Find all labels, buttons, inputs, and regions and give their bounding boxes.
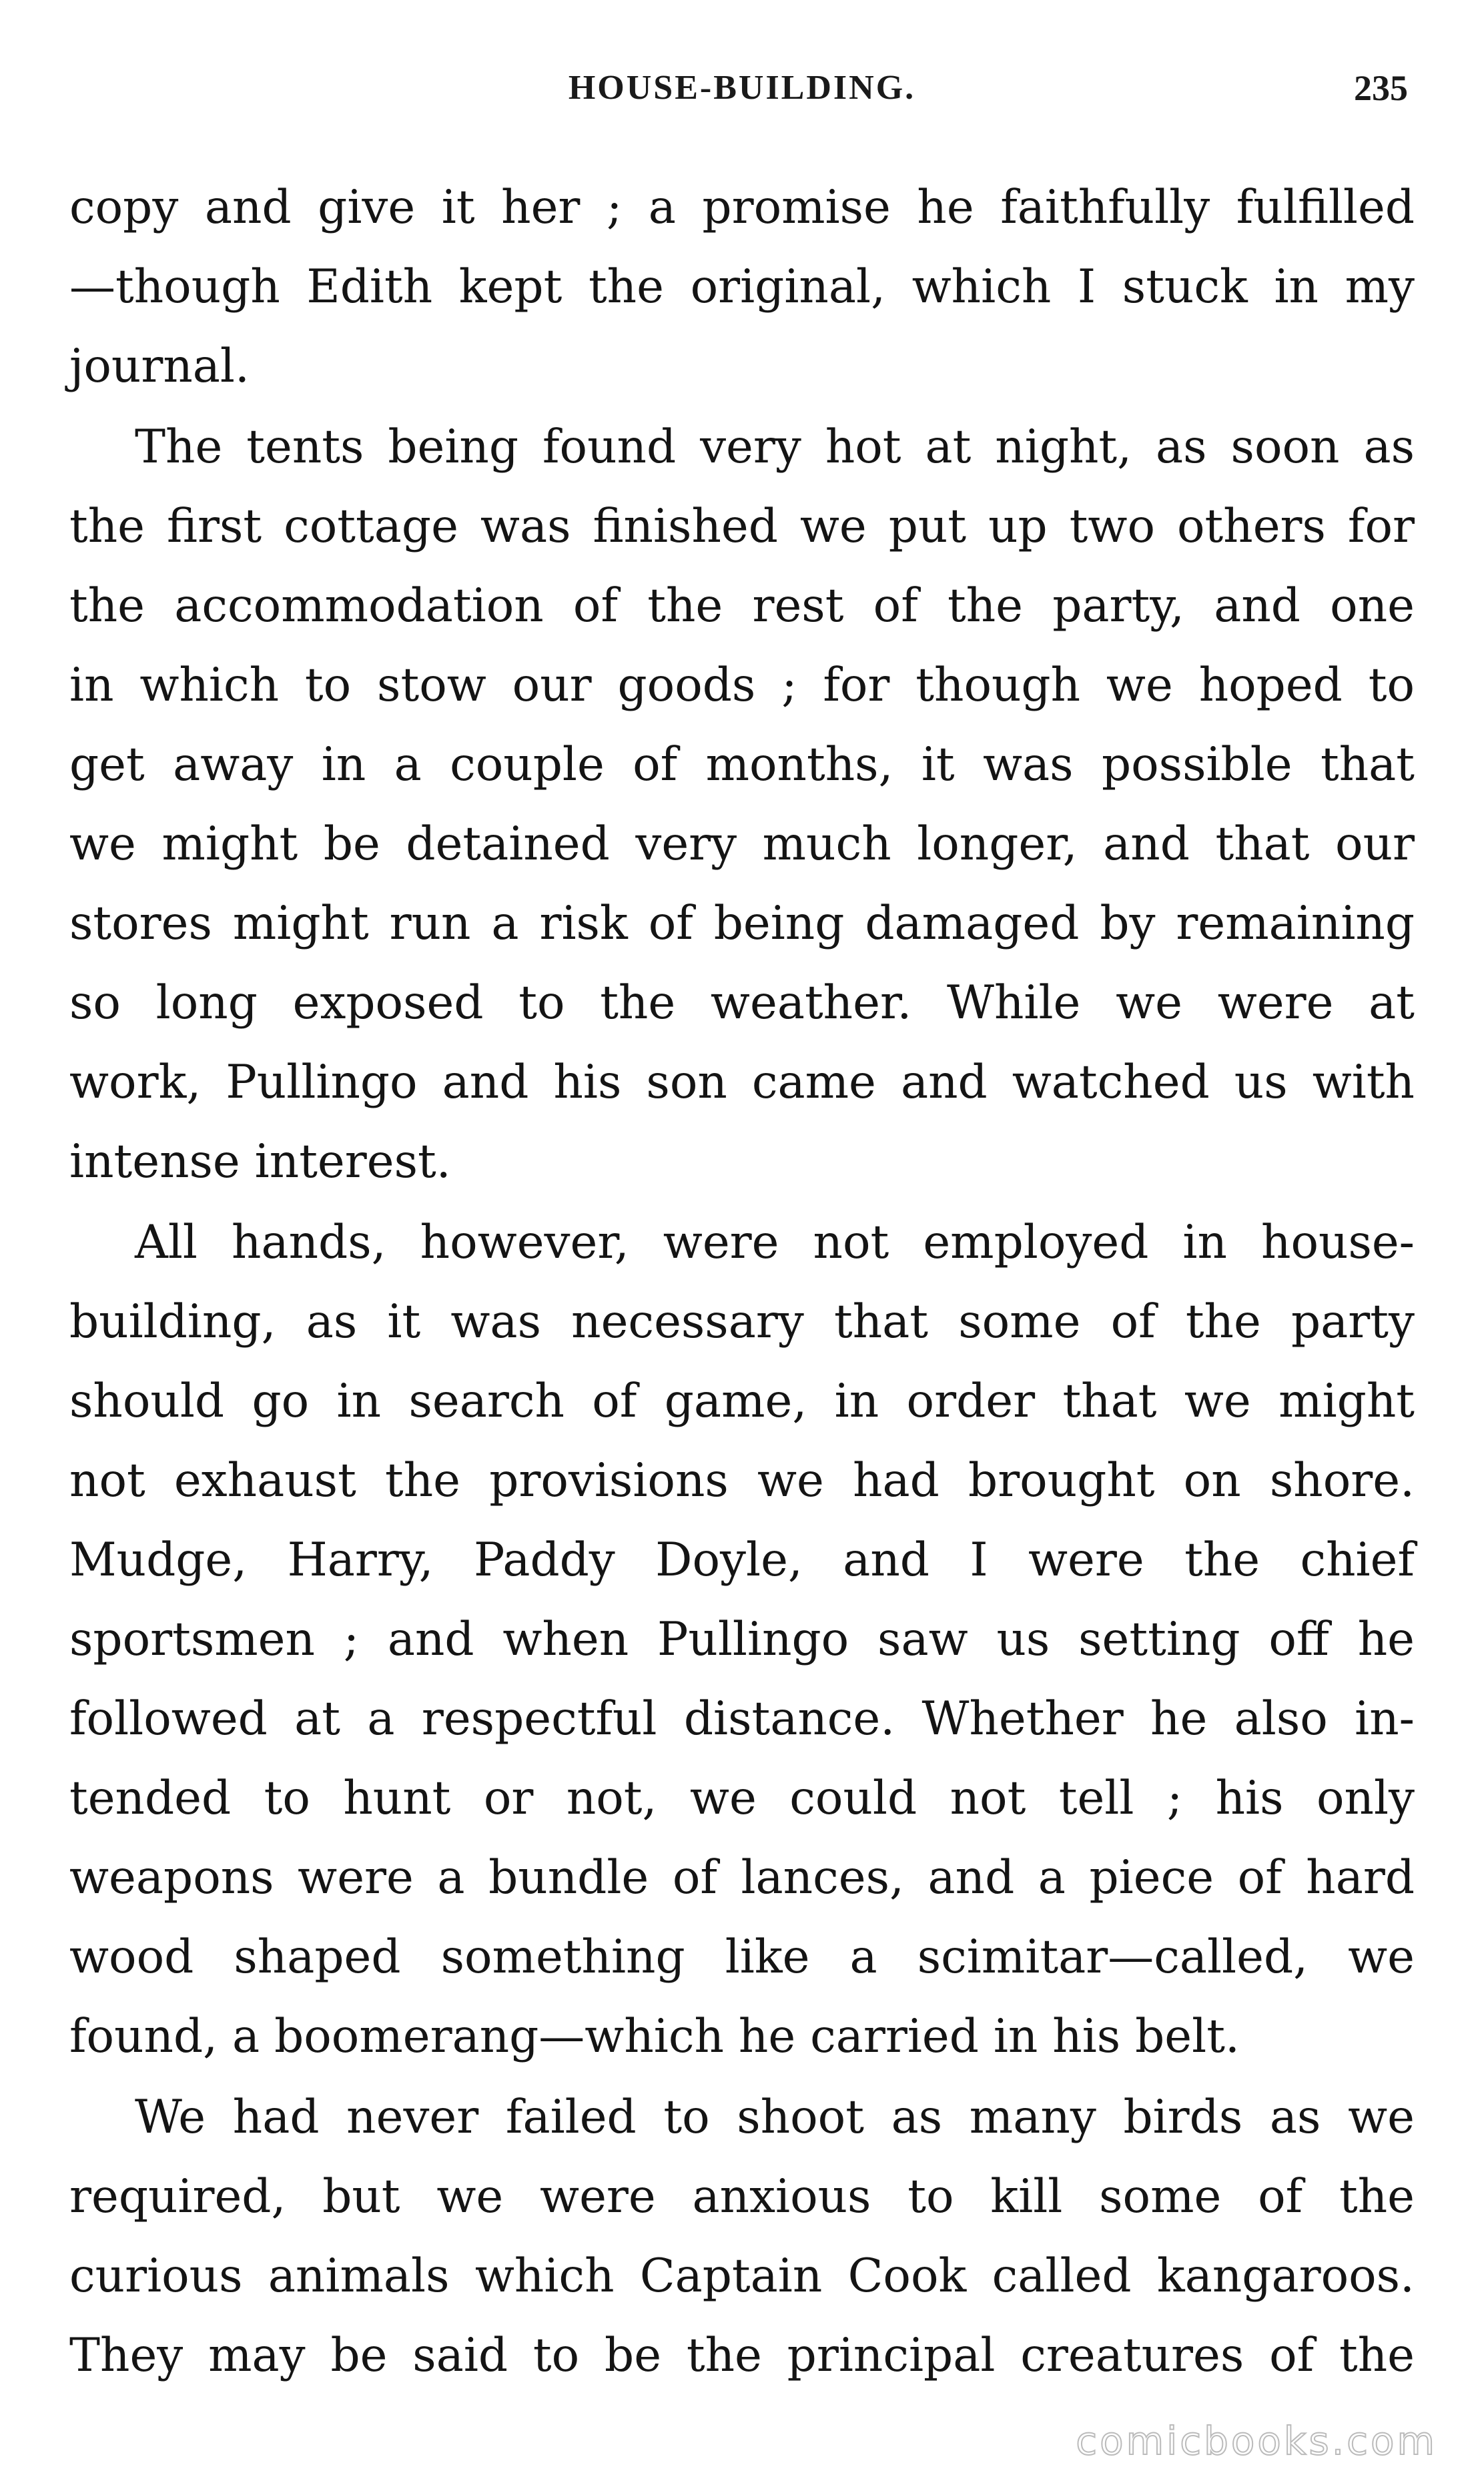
- text-line: journal.: [69, 340, 250, 393]
- text-line: weapons were a bundle of lances, and a piece of hard: [69, 1851, 1415, 1904]
- paragraph-4: [69, 2078, 1415, 2396]
- text-line: sportsmen ; and when Pullingo saw us setting off he: [69, 1613, 1415, 1666]
- text-line: intense interest.: [69, 1135, 451, 1188]
- page-number: 235: [1354, 68, 1408, 108]
- text-line: tended to hunt or not, we could not tell ; his only: [69, 1772, 1415, 1825]
- text-line: curious animals which Captain Cook called kangaroos.: [69, 2249, 1415, 2303]
- text-line: All hands, however, were not employed in house-: [135, 1216, 1415, 1269]
- text-line: so long exposed to the weather. While we were at: [69, 976, 1415, 1030]
- text-line: the first cottage was finished we put up two others for: [69, 500, 1415, 553]
- text-line: get away in a couple of months, it was possible that: [69, 738, 1415, 791]
- text-line: found, a boomerang—which he carried in his belt.: [69, 2010, 1240, 2063]
- text-line: copy and give it her ; a promise he faithfully fulfilled: [69, 181, 1415, 234]
- text-line: We had never failed to shoot as many birds as we: [135, 2091, 1415, 2144]
- paragraph-1: [69, 168, 1415, 406]
- text-line: They may be said to be the principal creatures of the: [69, 2329, 1415, 2382]
- text-line: in which to stow our goods ; for though we hoped to: [69, 659, 1415, 712]
- text-line: work, Pullingo and his son came and watched us with: [69, 1056, 1415, 1109]
- text-line: stores might run a risk of being damaged by remaining: [69, 897, 1415, 950]
- body-text: [69, 168, 1415, 2396]
- paragraph-3: [69, 1203, 1415, 2077]
- paragraph-2: [69, 408, 1415, 1202]
- text-line: we might be detained very much longer, and that our: [69, 817, 1415, 871]
- text-line: building, as it was necessary that some of the party: [69, 1295, 1415, 1349]
- text-line: The tents being found very hot at night, as soon as: [135, 420, 1415, 474]
- text-line: —though Edith kept the original, which I stuck in my: [69, 260, 1415, 314]
- running-head: [0, 61, 1484, 115]
- text-line: should go in search of game, in order that we might: [69, 1375, 1415, 1428]
- text-line: required, but we were anxious to kill some of the: [69, 2170, 1415, 2223]
- text-line: not exhaust the provisions we had brought on shore.: [69, 1454, 1415, 1507]
- running-title: HOUSE-BUILDING.: [568, 69, 916, 107]
- text-line: Mudge, Harry, Paddy Doyle, and I were the chief: [69, 1533, 1415, 1587]
- watermark: comicbooks.com: [1076, 2418, 1437, 2464]
- text-line: the accommodation of the rest of the party, and one: [69, 579, 1415, 633]
- text-line: wood shaped something like a scimitar—called, we: [69, 1930, 1415, 1984]
- text-line: followed at a respectful distance. Whether he also in-: [69, 1692, 1415, 1746]
